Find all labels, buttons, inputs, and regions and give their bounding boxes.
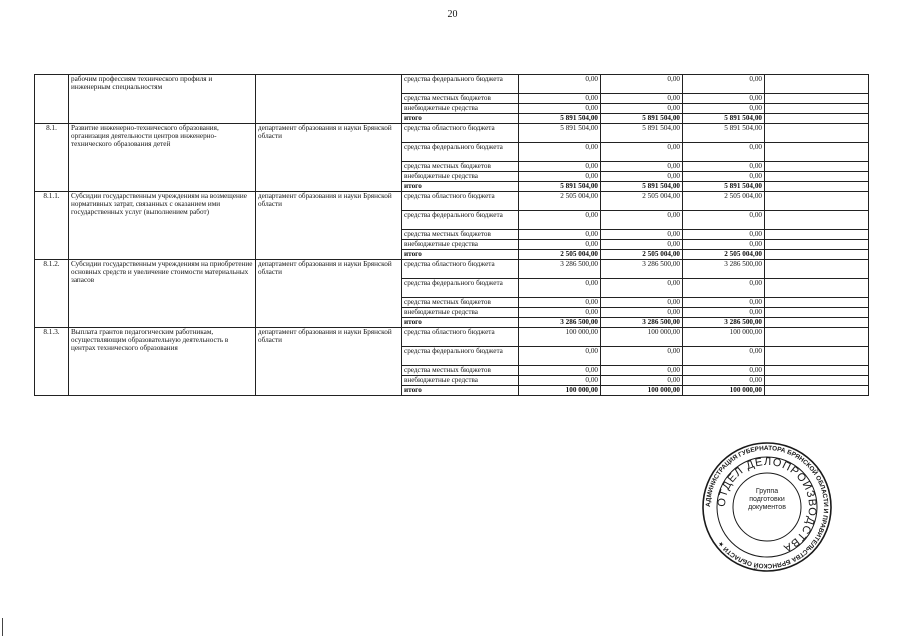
amount-year-1-cell: 2 505 004,00 <box>519 192 601 211</box>
amount-year-1-cell: 0,00 <box>519 279 601 298</box>
funding-source-cell: внебюджетные средства <box>402 240 519 250</box>
empty-cell <box>765 298 869 308</box>
empty-cell <box>765 260 869 279</box>
funding-source-cell: средства областного бюджета <box>402 260 519 279</box>
amount-year-2-cell: 0,00 <box>601 279 683 298</box>
page-number: 20 <box>447 9 458 20</box>
amount-year-3-cell: 3 286 500,00 <box>683 318 765 328</box>
amount-year-1-cell: 0,00 <box>519 75 601 94</box>
amount-year-3-cell: 5 891 504,00 <box>683 182 765 192</box>
amount-year-1-cell: 0,00 <box>519 230 601 240</box>
amount-year-1-cell: 100 000,00 <box>519 386 601 396</box>
amount-year-1-cell: 0,00 <box>519 94 601 104</box>
item-number-cell: 8.1.1. <box>35 192 69 260</box>
item-title-cell: Субсидии государственным учреждениям на приобретение основных средств и увеличение стоимости материальных запасов <box>69 260 256 328</box>
amount-year-1-cell: 5 891 504,00 <box>519 114 601 124</box>
amount-year-1-cell: 0,00 <box>519 240 601 250</box>
funding-source-cell: средства федерального бюджета <box>402 211 519 230</box>
empty-cell <box>765 94 869 104</box>
item-number-cell: 8.1.3. <box>35 328 69 396</box>
empty-cell <box>765 366 869 376</box>
item-title-cell: Развитие инженерно-технического образования, организация деятельности центров инженерно-технического образования детей <box>69 124 256 192</box>
empty-cell <box>765 172 869 182</box>
amount-year-3-cell: 0,00 <box>683 230 765 240</box>
table-row <box>35 124 869 143</box>
amount-year-1-cell: 5 891 504,00 <box>519 182 601 192</box>
empty-cell <box>765 347 869 366</box>
amount-year-3-cell: 100 000,00 <box>683 328 765 347</box>
funding-source-cell: средства федерального бюджета <box>402 143 519 162</box>
seal-ring-text: ОТДЕЛ ДЕЛОПРОИЗВОДСТВА <box>715 455 819 555</box>
amount-year-3-cell: 100 000,00 <box>683 386 765 396</box>
funding-source-cell: итого <box>402 386 519 396</box>
funding-source-cell: итого <box>402 114 519 124</box>
amount-year-2-cell: 0,00 <box>601 308 683 318</box>
funding-source-cell: средства федерального бюджета <box>402 279 519 298</box>
amount-year-3-cell: 0,00 <box>683 376 765 386</box>
executor-cell: департамент образования и науки Брянской области <box>256 328 402 396</box>
amount-year-1-cell: 0,00 <box>519 211 601 230</box>
empty-cell <box>765 230 869 240</box>
executor-cell: департамент образования и науки Брянской области <box>256 192 402 260</box>
amount-year-2-cell: 100 000,00 <box>601 386 683 396</box>
empty-cell <box>765 162 869 172</box>
amount-year-3-cell: 0,00 <box>683 308 765 318</box>
amount-year-1-cell: 0,00 <box>519 162 601 172</box>
amount-year-2-cell: 0,00 <box>601 143 683 162</box>
funding-source-cell: средства местных бюджетов <box>402 162 519 172</box>
seal-outer-text: АДМИНИСТРАЦИЯ ГУБЕРНАТОРА БРЯНСКОЙ ОБЛАСТИ И ПРАВИТЕЛЬСТВА БРЯНСКОЙ ОБЛАСТИ ★ <box>704 444 830 570</box>
amount-year-2-cell: 5 891 504,00 <box>601 182 683 192</box>
amount-year-3-cell: 2 505 004,00 <box>683 192 765 211</box>
amount-year-1-cell: 2 505 004,00 <box>519 250 601 260</box>
item-title-cell: Выплата грантов педагогическим работникам, осуществляющим образовательную деятельность в центрах технического образования <box>69 328 256 396</box>
amount-year-2-cell: 0,00 <box>601 298 683 308</box>
table-row <box>35 328 869 347</box>
funding-source-cell: внебюджетные средства <box>402 376 519 386</box>
funding-source-cell: средства областного бюджета <box>402 328 519 347</box>
amount-year-1-cell: 3 286 500,00 <box>519 318 601 328</box>
funding-source-cell: итого <box>402 318 519 328</box>
amount-year-2-cell: 0,00 <box>601 104 683 114</box>
funding-source-cell: средства областного бюджета <box>402 124 519 143</box>
amount-year-2-cell: 0,00 <box>601 211 683 230</box>
amount-year-2-cell: 0,00 <box>601 162 683 172</box>
funding-source-cell: внебюджетные средства <box>402 308 519 318</box>
budget-table-body <box>35 75 869 396</box>
empty-cell <box>765 192 869 211</box>
table-row <box>35 260 869 279</box>
amount-year-2-cell: 0,00 <box>601 347 683 366</box>
amount-year-2-cell: 0,00 <box>601 240 683 250</box>
executor-cell <box>256 75 402 124</box>
funding-source-cell: средства федерального бюджета <box>402 75 519 94</box>
amount-year-1-cell: 0,00 <box>519 298 601 308</box>
empty-cell <box>765 318 869 328</box>
amount-year-2-cell: 3 286 500,00 <box>601 260 683 279</box>
amount-year-1-cell: 0,00 <box>519 376 601 386</box>
seal-inner-text: Группа подготовки документов <box>748 488 786 511</box>
amount-year-2-cell: 100 000,00 <box>601 328 683 347</box>
budget-table <box>34 74 869 396</box>
amount-year-1-cell: 100 000,00 <box>519 328 601 347</box>
item-number-cell: 8.1.2. <box>35 260 69 328</box>
amount-year-3-cell: 0,00 <box>683 211 765 230</box>
funding-source-cell: итого <box>402 182 519 192</box>
amount-year-2-cell: 5 891 504,00 <box>601 124 683 143</box>
item-title-cell: Субсидии государственным учреждениям на возмещение нормативных затрат, связанных с оказанием ими государственных услуг (выполнением работ) <box>69 192 256 260</box>
amount-year-1-cell: 3 286 500,00 <box>519 260 601 279</box>
amount-year-3-cell: 0,00 <box>683 75 765 94</box>
amount-year-3-cell: 0,00 <box>683 298 765 308</box>
empty-cell <box>765 104 869 114</box>
amount-year-2-cell: 5 891 504,00 <box>601 114 683 124</box>
amount-year-3-cell: 0,00 <box>683 162 765 172</box>
amount-year-3-cell: 2 505 004,00 <box>683 250 765 260</box>
amount-year-1-cell: 5 891 504,00 <box>519 124 601 143</box>
empty-cell <box>765 328 869 347</box>
item-number-cell: 8.1. <box>35 124 69 192</box>
table-row <box>35 192 869 211</box>
amount-year-1-cell: 0,00 <box>519 104 601 114</box>
amount-year-1-cell: 0,00 <box>519 172 601 182</box>
item-number-cell <box>35 75 69 124</box>
funding-source-cell: средства местных бюджетов <box>402 366 519 376</box>
amount-year-2-cell: 0,00 <box>601 366 683 376</box>
amount-year-2-cell: 3 286 500,00 <box>601 318 683 328</box>
funding-source-cell: средства областного бюджета <box>402 192 519 211</box>
table-row <box>35 75 869 94</box>
amount-year-3-cell: 5 891 504,00 <box>683 114 765 124</box>
amount-year-3-cell: 5 891 504,00 <box>683 124 765 143</box>
amount-year-1-cell: 0,00 <box>519 366 601 376</box>
amount-year-3-cell: 3 286 500,00 <box>683 260 765 279</box>
executor-cell: департамент образования и науки Брянской области <box>256 124 402 192</box>
amount-year-3-cell: 0,00 <box>683 172 765 182</box>
amount-year-2-cell: 0,00 <box>601 376 683 386</box>
funding-source-cell: итого <box>402 250 519 260</box>
amount-year-2-cell: 0,00 <box>601 230 683 240</box>
amount-year-3-cell: 0,00 <box>683 143 765 162</box>
amount-year-2-cell: 2 505 004,00 <box>601 250 683 260</box>
amount-year-1-cell: 0,00 <box>519 143 601 162</box>
amount-year-2-cell: 2 505 004,00 <box>601 192 683 211</box>
funding-source-cell: средства местных бюджетов <box>402 230 519 240</box>
amount-year-2-cell: 0,00 <box>601 172 683 182</box>
executor-cell: департамент образования и науки Брянской области <box>256 260 402 328</box>
amount-year-3-cell: 0,00 <box>683 240 765 250</box>
amount-year-1-cell: 0,00 <box>519 347 601 366</box>
empty-cell <box>765 308 869 318</box>
funding-source-cell: средства местных бюджетов <box>402 94 519 104</box>
empty-cell <box>765 240 869 250</box>
item-title-cell: рабочим профессиям технического профиля и инженерным специальностям <box>69 75 256 124</box>
empty-cell <box>765 124 869 143</box>
amount-year-1-cell: 0,00 <box>519 308 601 318</box>
budget-table-wrapper <box>34 74 869 396</box>
funding-source-cell: внебюджетные средства <box>402 104 519 114</box>
amount-year-3-cell: 0,00 <box>683 94 765 104</box>
empty-cell <box>765 250 869 260</box>
funding-source-cell: средства местных бюджетов <box>402 298 519 308</box>
empty-cell <box>765 279 869 298</box>
empty-cell <box>765 143 869 162</box>
empty-cell <box>765 75 869 94</box>
funding-source-cell: внебюджетные средства <box>402 172 519 182</box>
amount-year-3-cell: 0,00 <box>683 347 765 366</box>
funding-source-cell: средства федерального бюджета <box>402 347 519 366</box>
amount-year-3-cell: 0,00 <box>683 104 765 114</box>
empty-cell <box>765 182 869 192</box>
amount-year-3-cell: 0,00 <box>683 279 765 298</box>
amount-year-2-cell: 0,00 <box>601 75 683 94</box>
empty-cell <box>765 114 869 124</box>
amount-year-2-cell: 0,00 <box>601 94 683 104</box>
empty-cell <box>765 386 869 396</box>
amount-year-3-cell: 0,00 <box>683 366 765 376</box>
scan-edge-mark <box>2 618 3 636</box>
empty-cell <box>765 376 869 386</box>
empty-cell <box>765 211 869 230</box>
